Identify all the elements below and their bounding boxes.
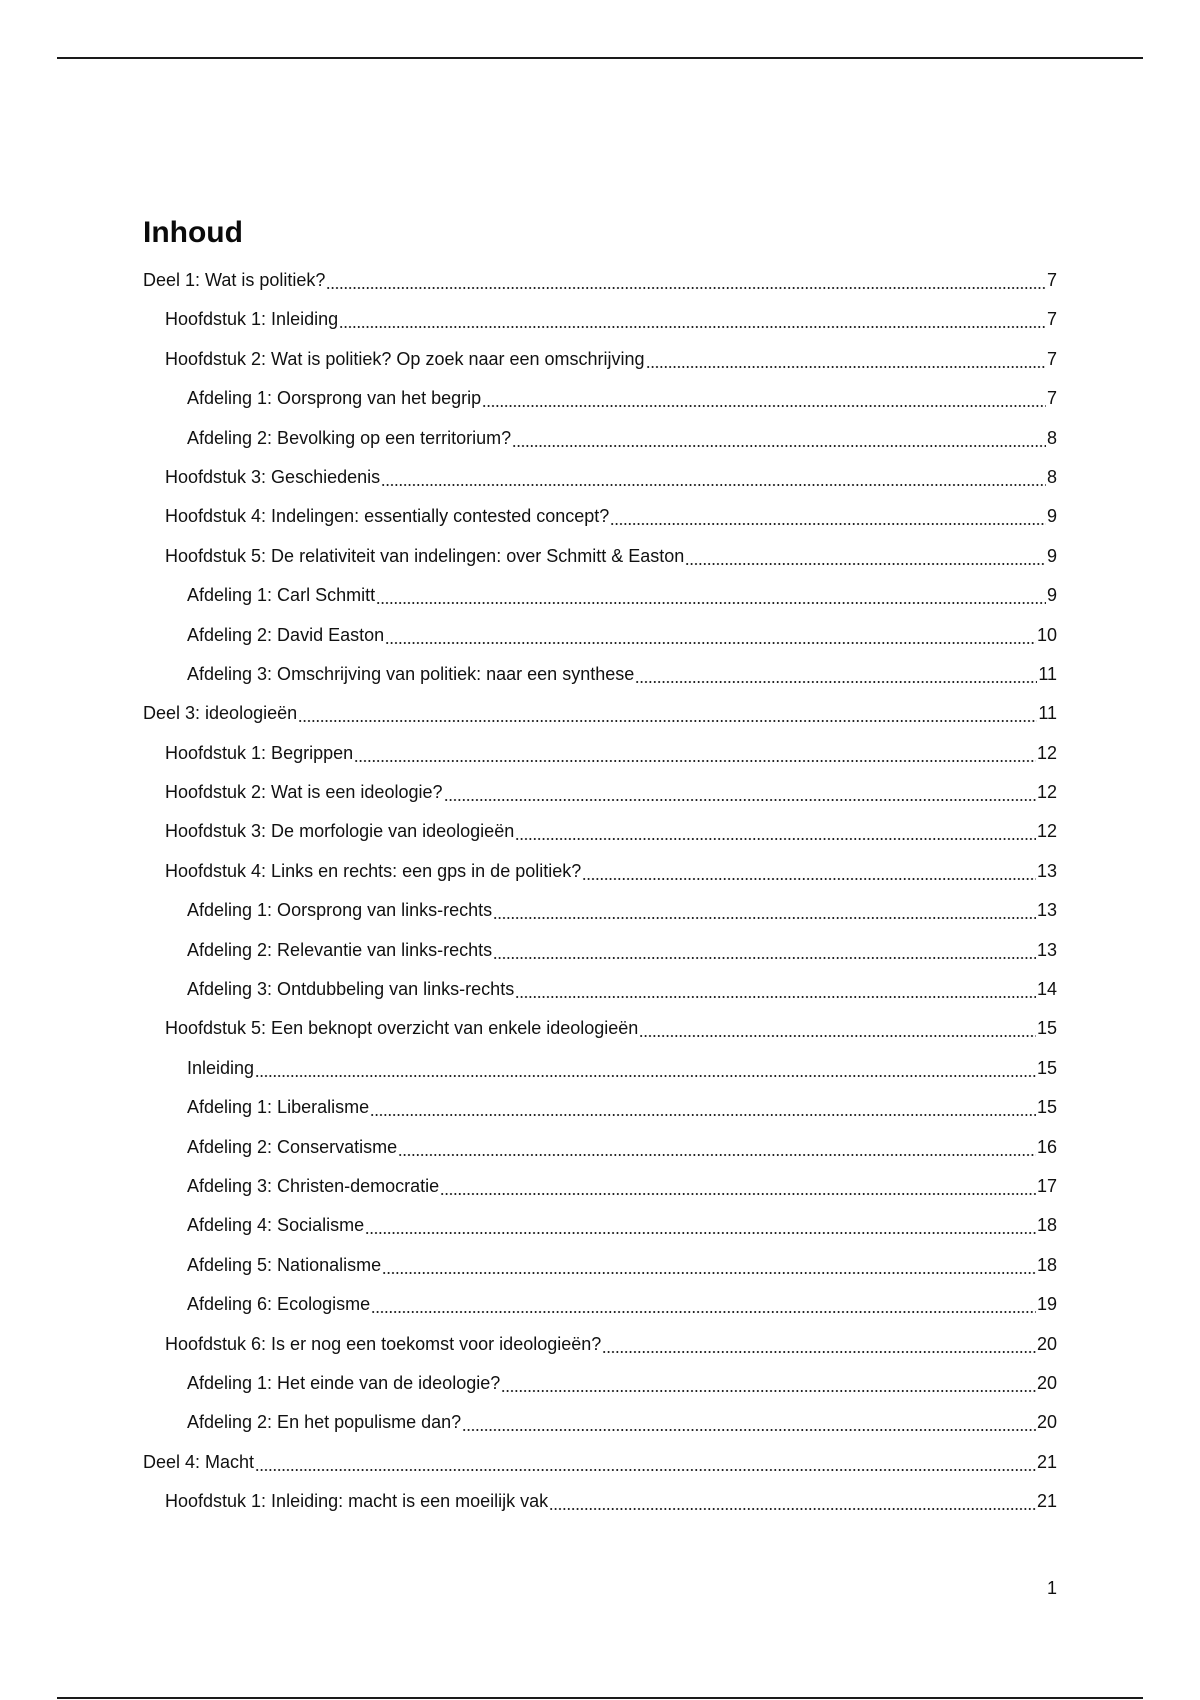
toc-entry-title: Hoofdstuk 1: Inleiding: macht is een moeilijk vak <box>165 1491 549 1512</box>
toc-entry[interactable] <box>143 1135 1057 1174</box>
toc-entry-title: Afdeling 2: Bevolking op een territorium? <box>187 427 512 448</box>
toc-dot-leader <box>371 1292 1036 1316</box>
toc-dot-leader <box>326 268 1046 292</box>
toc-dot-leader <box>549 1489 1036 1513</box>
toc-entry[interactable] <box>143 977 1057 1016</box>
toc-entry[interactable] <box>143 1410 1057 1449</box>
toc-dot-leader <box>381 465 1046 489</box>
toc-entry-page: 14 <box>1036 979 1057 1000</box>
toc-entry-page: 11 <box>1038 703 1057 724</box>
toc-entry-page: 17 <box>1036 1175 1057 1196</box>
toc-dot-leader <box>376 583 1046 607</box>
toc-dot-leader <box>582 859 1036 883</box>
toc-entry-title: Afdeling 1: Oorsprong van links-rechts <box>187 900 493 921</box>
toc-entry[interactable] <box>143 1253 1057 1292</box>
toc-entry-page: 12 <box>1036 782 1057 803</box>
toc-entry[interactable] <box>143 1213 1057 1252</box>
toc-entry-title: Deel 4: Macht <box>143 1451 255 1472</box>
toc-entry-page: 20 <box>1036 1412 1057 1433</box>
toc-entry-title: Hoofdstuk 5: De relativiteit van indelingen: over Schmitt & Easton <box>165 545 685 566</box>
toc-entry[interactable] <box>143 386 1057 425</box>
toc-entry[interactable] <box>143 623 1057 662</box>
page-number: 1 <box>1046 1578 1057 1598</box>
toc-dot-leader <box>639 1016 1036 1040</box>
toc-entry-title: Deel 3: ideologieën <box>143 703 298 724</box>
toc-entry-title: Deel 1: Wat is politiek? <box>143 270 326 290</box>
toc-entry-title: Hoofdstuk 4: Links en rechts: een gps in de politiek? <box>165 860 582 881</box>
toc-dot-leader <box>482 386 1046 410</box>
toc-entry-page: 15 <box>1036 1018 1057 1039</box>
toc-dot-leader <box>370 1095 1036 1119</box>
page-title: Inhoud <box>143 216 243 249</box>
toc-entry[interactable] <box>143 1174 1057 1213</box>
toc-entry[interactable] <box>143 347 1057 386</box>
toc-entry-page: 20 <box>1036 1333 1057 1354</box>
toc-dot-leader <box>493 898 1036 922</box>
toc-entry-title: Hoofdstuk 2: Wat is een ideologie? <box>165 782 443 803</box>
toc-entry-page: 12 <box>1036 742 1057 763</box>
header-rule <box>57 57 1143 59</box>
toc-entry-title: Hoofdstuk 5: Een beknopt overzicht van enkele ideologieën <box>165 1018 639 1039</box>
toc-entry-title: Afdeling 2: David Easton <box>187 624 385 645</box>
toc-entry[interactable] <box>143 780 1057 819</box>
toc-entry[interactable] <box>143 583 1057 622</box>
toc-entry[interactable] <box>143 1489 1057 1528</box>
toc-dot-leader <box>440 1174 1036 1198</box>
toc-entry-title: Afdeling 1: Het einde van de ideologie? <box>187 1372 501 1393</box>
toc-entry-title: Afdeling 3: Christen-democratie <box>187 1175 440 1196</box>
toc-entry-page: 7 <box>1046 270 1057 290</box>
toc-entry[interactable] <box>143 1371 1057 1410</box>
toc-entry-page: 13 <box>1036 939 1057 960</box>
toc-dot-leader <box>339 307 1046 331</box>
toc-entry[interactable] <box>143 938 1057 977</box>
toc-entry[interactable] <box>143 1056 1057 1095</box>
toc-entry-page: 20 <box>1036 1372 1057 1393</box>
toc-entry-title: Inleiding <box>187 1057 255 1078</box>
toc-dot-leader <box>602 1332 1036 1356</box>
toc-entry[interactable] <box>143 1292 1057 1331</box>
toc-entry-page: 10 <box>1036 624 1057 645</box>
toc-entry-page: 11 <box>1038 663 1057 684</box>
table-of-contents <box>143 268 1057 1529</box>
toc-entry-page: 18 <box>1036 1215 1057 1236</box>
toc-dot-leader <box>365 1213 1036 1237</box>
toc-dot-leader <box>610 504 1046 528</box>
toc-entry-page: 15 <box>1036 1097 1057 1118</box>
toc-dot-leader <box>515 977 1036 1001</box>
toc-dot-leader <box>462 1410 1036 1434</box>
toc-dot-leader <box>385 623 1036 647</box>
toc-dot-leader <box>354 741 1036 765</box>
toc-dot-leader <box>398 1135 1036 1159</box>
toc-entry-page: 16 <box>1036 1136 1057 1157</box>
toc-entry-page: 7 <box>1046 348 1057 369</box>
toc-entry-page: 21 <box>1036 1491 1057 1512</box>
toc-entry-title: Afdeling 3: Ontdubbeling van links-rechts <box>187 979 515 1000</box>
toc-entry[interactable] <box>143 465 1057 504</box>
toc-entry[interactable] <box>143 1450 1057 1489</box>
toc-entry-title: Hoofdstuk 4: Indelingen: essentially contested concept? <box>165 506 610 527</box>
toc-entry-page: 21 <box>1036 1451 1057 1472</box>
toc-entry-title: Hoofdstuk 2: Wat is politiek? Op zoek naar een omschrijving <box>165 348 645 369</box>
toc-entry[interactable] <box>143 1332 1057 1371</box>
toc-dot-leader <box>255 1056 1036 1080</box>
toc-entry[interactable] <box>143 898 1057 937</box>
toc-entry[interactable] <box>143 307 1057 346</box>
toc-dot-leader <box>493 938 1036 962</box>
toc-entry[interactable] <box>143 859 1057 898</box>
toc-entry-title: Afdeling 1: Liberalisme <box>187 1097 370 1118</box>
toc-dot-leader <box>646 347 1046 371</box>
toc-entry-page: 7 <box>1046 309 1057 330</box>
toc-entry-page: 7 <box>1046 388 1057 409</box>
toc-entry-title: Afdeling 3: Omschrijving van politiek: naar een synthese <box>187 663 635 684</box>
toc-entry[interactable] <box>143 504 1057 543</box>
toc-dot-leader <box>635 662 1037 686</box>
toc-entry[interactable] <box>143 662 1057 701</box>
toc-dot-leader <box>512 426 1046 450</box>
toc-entry-title: Afdeling 2: Relevantie van links-rechts <box>187 939 493 960</box>
footer-rule <box>57 1697 1143 1699</box>
toc-dot-leader <box>501 1371 1036 1395</box>
toc-entry[interactable] <box>143 426 1057 465</box>
toc-entry-title: Hoofdstuk 3: De morfologie van ideologieën <box>165 821 515 842</box>
toc-entry-page: 15 <box>1036 1057 1057 1078</box>
toc-dot-leader <box>382 1253 1036 1277</box>
toc-entry-title: Afdeling 4: Socialisme <box>187 1215 365 1236</box>
toc-dot-leader <box>298 701 1037 725</box>
toc-entry[interactable] <box>143 268 1057 307</box>
toc-entry-page: 13 <box>1036 900 1057 921</box>
toc-entry-title: Hoofdstuk 1: Begrippen <box>165 742 354 763</box>
toc-entry-page: 8 <box>1046 427 1057 448</box>
toc-entry-page: 9 <box>1046 506 1057 527</box>
toc-entry[interactable] <box>143 1095 1057 1134</box>
toc-entry[interactable] <box>143 1016 1057 1055</box>
toc-entry-page: 9 <box>1046 585 1057 606</box>
toc-entry[interactable] <box>143 741 1057 780</box>
toc-entry-title: Afdeling 5: Nationalisme <box>187 1254 382 1275</box>
toc-dot-leader <box>444 780 1036 804</box>
toc-entry[interactable] <box>143 701 1057 740</box>
toc-entry-title: Afdeling 2: Conservatisme <box>187 1136 398 1157</box>
toc-entry-page: 9 <box>1046 545 1057 566</box>
toc-entry-page: 13 <box>1036 860 1057 881</box>
toc-entry-page: 12 <box>1036 821 1057 842</box>
toc-dot-leader <box>255 1450 1036 1474</box>
toc-entry-page: 19 <box>1036 1294 1057 1315</box>
toc-entry[interactable] <box>143 544 1057 583</box>
toc-dot-leader <box>685 544 1046 568</box>
toc-entry-title: Afdeling 1: Oorsprong van het begrip <box>187 388 482 409</box>
toc-entry-title: Hoofdstuk 1: Inleiding <box>165 309 339 330</box>
toc-entry-page: 8 <box>1046 466 1057 487</box>
toc-entry-title: Afdeling 6: Ecologisme <box>187 1294 371 1315</box>
toc-entry[interactable] <box>143 819 1057 858</box>
toc-entry-title: Hoofdstuk 6: Is er nog een toekomst voor ideologieën? <box>165 1333 602 1354</box>
toc-entry-title: Hoofdstuk 3: Geschiedenis <box>165 466 381 487</box>
toc-entry-title: Afdeling 1: Carl Schmitt <box>187 585 376 606</box>
toc-entry-title: Afdeling 2: En het populisme dan? <box>187 1412 462 1433</box>
toc-dot-leader <box>515 819 1036 843</box>
toc-entry-page: 18 <box>1036 1254 1057 1275</box>
